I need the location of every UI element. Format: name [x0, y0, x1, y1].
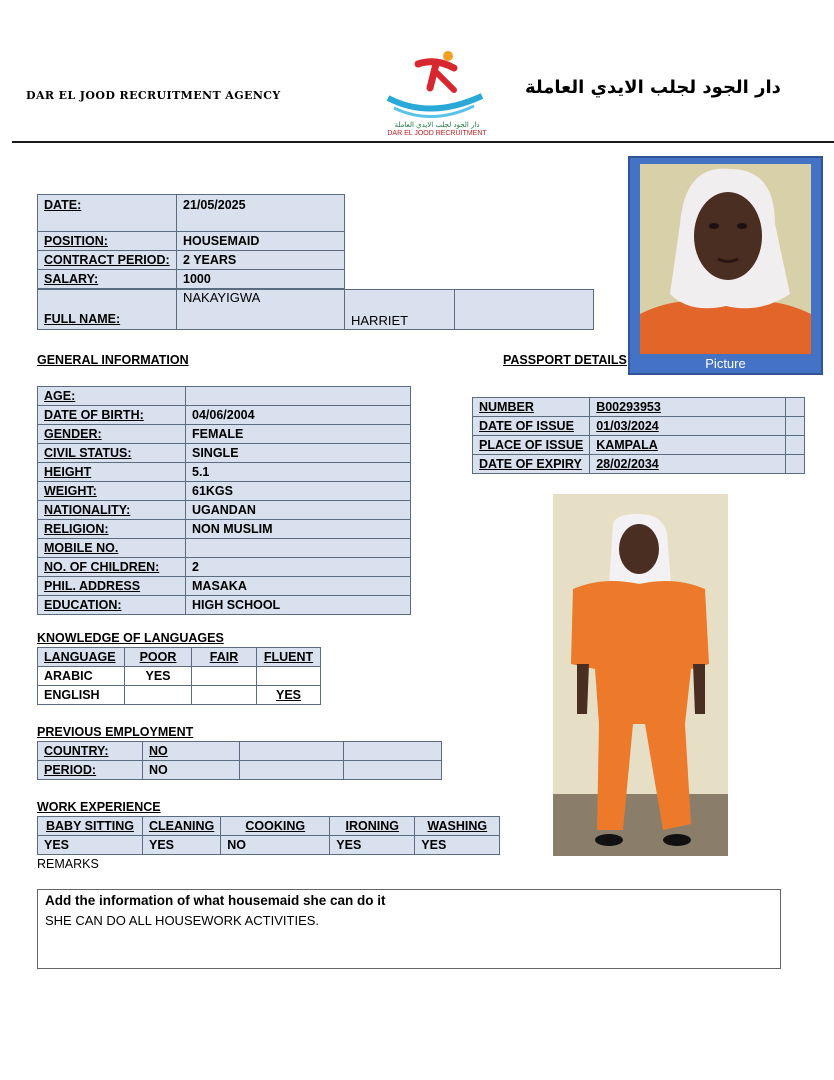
- remarks-heading: Add the information of what housemaid she can do it: [45, 893, 386, 908]
- date-value: 21/05/2025: [177, 195, 345, 232]
- passport-row: [473, 455, 805, 474]
- languages-table: [37, 647, 321, 705]
- lang-arabic-name: ARABIC: [38, 667, 125, 686]
- full-name-table: [37, 289, 594, 330]
- position-value: HOUSEMAID: [177, 232, 345, 251]
- previous-employment-title: PREVIOUS EMPLOYMENT: [37, 725, 194, 739]
- passport-value: 28/02/2034: [590, 455, 786, 474]
- work-experience-table: [37, 816, 500, 855]
- general-value: NON MUSLIM: [186, 520, 411, 539]
- general-value: SINGLE: [186, 444, 411, 463]
- exp-value-baby-sitting: YES: [38, 836, 143, 855]
- general-row: [38, 482, 411, 501]
- lang-english-fluent: YES: [257, 686, 321, 705]
- picture-caption: Picture: [705, 356, 746, 371]
- remarks-label: REMARKS: [37, 857, 99, 871]
- languages-title: KNOWLEDGE OF LANGUAGES: [37, 631, 224, 645]
- passport-row: [473, 436, 805, 455]
- passport-value: B00293953: [590, 398, 786, 417]
- general-value: 2: [186, 558, 411, 577]
- passport-value: 01/03/2024: [590, 417, 786, 436]
- general-value: 5.1: [186, 463, 411, 482]
- general-row: [38, 539, 411, 558]
- general-row: [38, 520, 411, 539]
- lang-arabic-poor: YES: [125, 667, 192, 686]
- logo-arabic-text: دار الجود لجلب الايدي العاملة: [394, 121, 480, 129]
- agency-name-arabic: دار الجود لجلب الايدي العاملة: [525, 77, 781, 98]
- exp-value-ironing: YES: [330, 836, 415, 855]
- lang-english-poor: [125, 686, 192, 705]
- passport-label: DATE OF EXPIRY: [473, 455, 590, 474]
- passport-details-title: PASSPORT DETAILS: [503, 353, 627, 367]
- employment-period-label: PERIOD:: [38, 761, 143, 780]
- general-label: PHIL. ADDRESS: [38, 577, 186, 596]
- remarks-text: SHE CAN DO ALL HOUSEWORK ACTIVITIES.: [45, 913, 320, 928]
- general-information-table: [37, 386, 411, 615]
- passport-label: PLACE OF ISSUE: [473, 436, 590, 455]
- general-value: 61KGS: [186, 482, 411, 501]
- employment-country-label: COUNTRY:: [38, 742, 143, 761]
- general-label: NATIONALITY:: [38, 501, 186, 520]
- passport-extra-cell: [786, 398, 805, 417]
- employment-country-extra-1: [240, 742, 344, 761]
- general-row: [38, 406, 411, 425]
- header-divider: [12, 141, 834, 143]
- employment-period-extra-1: [240, 761, 344, 780]
- lang-header-language: LANGUAGE: [38, 648, 125, 667]
- exp-header-cleaning: CLEANING: [143, 817, 221, 836]
- lang-english-name: ENGLISH: [38, 686, 125, 705]
- general-label: CIVIL STATUS:: [38, 444, 186, 463]
- general-label: RELIGION:: [38, 520, 186, 539]
- general-value: [186, 387, 411, 406]
- passport-extra-cell: [786, 455, 805, 474]
- passport-value: KAMPALA: [590, 436, 786, 455]
- salary-label: SALARY:: [38, 270, 177, 289]
- general-label: HEIGHT: [38, 463, 186, 482]
- last-name-value: HARRIET: [345, 290, 455, 330]
- employment-country-value: NO: [143, 742, 240, 761]
- general-label: MOBILE NO.: [38, 539, 186, 558]
- general-label: NO. OF CHILDREN:: [38, 558, 186, 577]
- lang-arabic-fluent: [257, 667, 321, 686]
- work-experience-title: WORK EXPERIENCE: [37, 800, 161, 814]
- general-row: [38, 501, 411, 520]
- agency-name-english: DAR EL JOOD RECRUITMENT AGENCY: [26, 89, 281, 102]
- employment-country-extra-2: [344, 742, 442, 761]
- salary-value: 1000: [177, 270, 345, 289]
- lang-header-fluent: FLUENT: [257, 648, 321, 667]
- employment-period-extra-2: [344, 761, 442, 780]
- general-row: [38, 463, 411, 482]
- general-value: UGANDAN: [186, 501, 411, 520]
- passport-row: [473, 417, 805, 436]
- general-information-title: GENERAL INFORMATION: [37, 353, 189, 367]
- general-label: DATE OF BIRTH:: [38, 406, 186, 425]
- general-value: FEMALE: [186, 425, 411, 444]
- passport-extra-cell: [786, 436, 805, 455]
- lang-english-fair: [192, 686, 257, 705]
- general-label: EDUCATION:: [38, 596, 186, 615]
- general-row: [38, 444, 411, 463]
- exp-value-cleaning: YES: [143, 836, 221, 855]
- date-label: DATE:: [38, 195, 177, 232]
- general-label: GENDER:: [38, 425, 186, 444]
- general-value: HIGH SCHOOL: [186, 596, 411, 615]
- exp-value-cooking: NO: [221, 836, 330, 855]
- contract-period-value: 2 YEARS: [177, 251, 345, 270]
- general-row: [38, 577, 411, 596]
- name-extra-cell: [455, 290, 594, 330]
- general-label: WEIGHT:: [38, 482, 186, 501]
- full-body-photo: [553, 494, 728, 856]
- exp-header-ironing: IRONING: [330, 817, 415, 836]
- general-row: [38, 596, 411, 615]
- passport-extra-cell: [786, 417, 805, 436]
- lang-arabic-fair: [192, 667, 257, 686]
- top-info-table: [37, 194, 345, 289]
- portrait-frame: [628, 156, 823, 375]
- first-name-value: NAKAYIGWA: [177, 290, 345, 330]
- general-value: MASAKA: [186, 577, 411, 596]
- exp-header-washing: WASHING: [415, 817, 500, 836]
- exp-value-washing: YES: [415, 836, 500, 855]
- remarks-box: [37, 889, 781, 969]
- logo-english-text: DAR EL JOOD RECRUITMENT: [387, 130, 487, 137]
- general-row: [38, 387, 411, 406]
- contract-period-label: CONTRACT PERIOD:: [38, 251, 177, 270]
- previous-employment-table: [37, 741, 442, 780]
- general-label: AGE:: [38, 387, 186, 406]
- portrait-photo: [640, 164, 811, 354]
- employment-period-value: NO: [143, 761, 240, 780]
- lang-header-poor: POOR: [125, 648, 192, 667]
- lang-header-fair: FAIR: [192, 648, 257, 667]
- passport-label: DATE OF ISSUE: [473, 417, 590, 436]
- passport-row: [473, 398, 805, 417]
- general-row: [38, 558, 411, 577]
- passport-table: [472, 397, 805, 474]
- general-row: [38, 425, 411, 444]
- exp-header-cooking: COOKING: [221, 817, 330, 836]
- full-name-label: FULL NAME:: [38, 290, 177, 330]
- position-label: POSITION:: [38, 232, 177, 251]
- general-value: [186, 539, 411, 558]
- passport-label: NUMBER: [473, 398, 590, 417]
- exp-header-baby-sitting: BABY SITTING: [38, 817, 143, 836]
- general-value: 04/06/2004: [186, 406, 411, 425]
